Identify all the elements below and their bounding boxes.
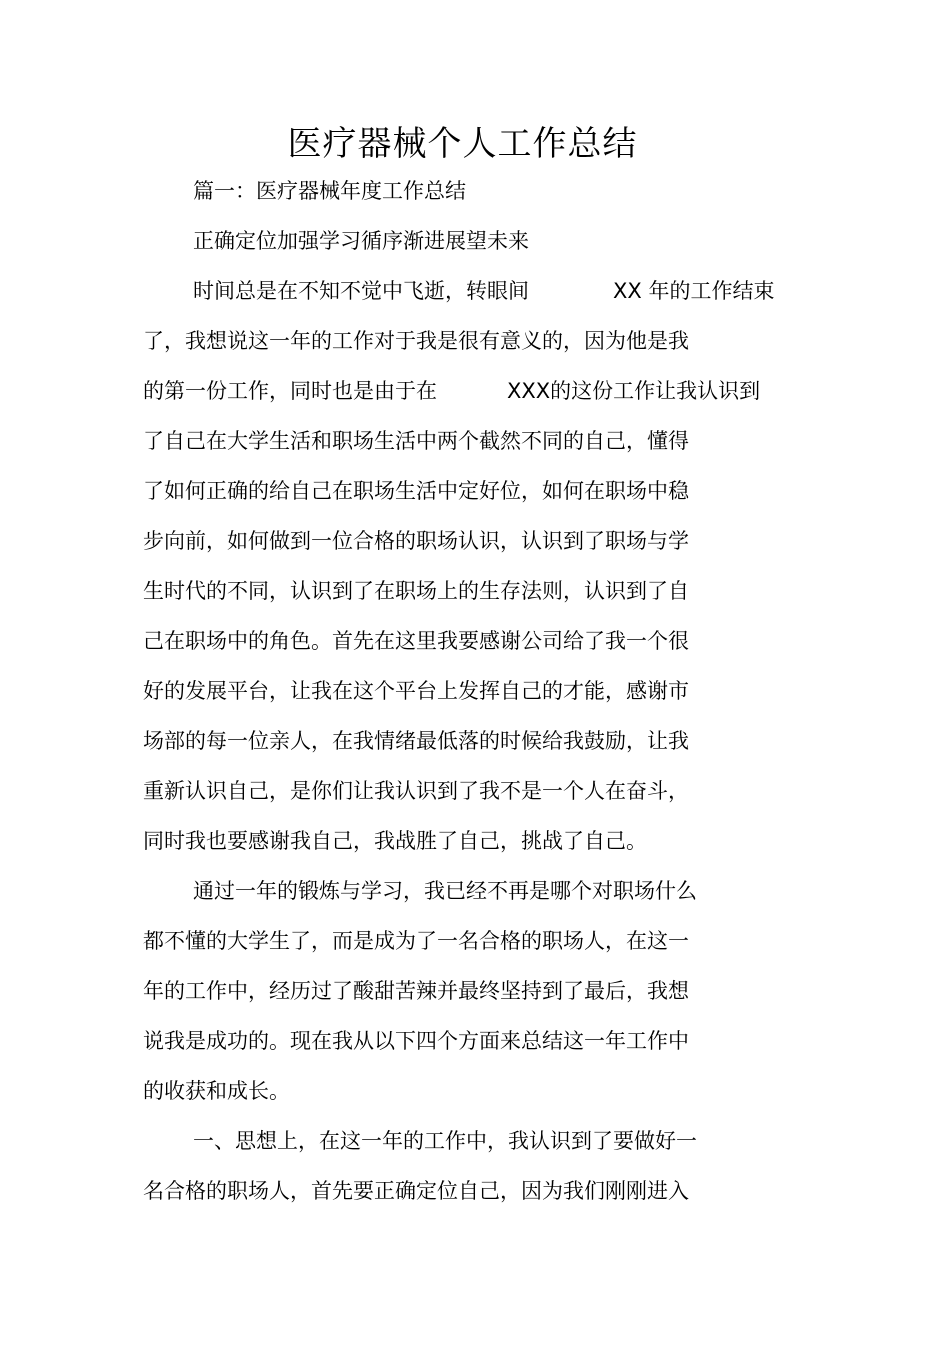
paragraph-line: 的收获和成长。: [143, 1079, 290, 1103]
paragraph-line: 了，我想说这一年的工作对于我是很有意义的，因为他是我: [143, 329, 689, 353]
text-run: 时间总是在不知不觉中飞逝，转眼间: [193, 279, 529, 303]
paragraph-line: 生时代的不同，认识到了在职场上的生存法则，认识到了自: [143, 579, 689, 603]
paragraph-line: 好的发展平台，让我在这个平台上发挥自己的才能，感谢市: [143, 679, 689, 703]
paragraph-line: 说我是成功的。现在我从以下四个方面来总结这一年工作中: [143, 1029, 689, 1053]
text-run: 的第一份工作，同时也是由于在: [143, 379, 437, 403]
text-run: XXX的这份工作让我认识到: [507, 379, 761, 403]
paragraph-line: 都不懂的大学生了，而是成为了一名合格的职场人，在这一: [143, 929, 689, 953]
paragraph-line: 己在职场中的角色。首先在这里我要感谢公司给了我一个很: [143, 629, 689, 653]
paragraph-line: 同时我也要感谢我自己，我战胜了自己，挑战了自己。: [143, 829, 647, 853]
paragraph-line: 场部的每一位亲人，在我情绪最低落的时候给我鼓励，让我: [143, 729, 689, 753]
paragraph-line: 了如何正确的给自己在职场生活中定好位，如何在职场中稳: [143, 479, 689, 503]
paragraph-line: 一、思想上，在这一年的工作中，我认识到了要做好一: [193, 1129, 697, 1153]
paragraph-line: [143, 376, 760, 406]
tagline: 正确定位加强学习循序渐进展望未来: [193, 229, 529, 253]
paragraph-line: 步向前，如何做到一位合格的职场认识，认识到了职场与学: [143, 529, 689, 553]
subheading: 篇一：医疗器械年度工作总结: [193, 179, 466, 203]
paragraph-line: 年的工作中，经历过了酸甜苦辣并最终坚持到了最后，我想: [143, 979, 689, 1003]
paragraph-line: 了自己在大学生活和职场生活中两个截然不同的自己，懂得: [143, 429, 689, 453]
paragraph-line: [193, 276, 774, 306]
paragraph-line: 重新认识自己，是你们让我认识到了我不是一个人在奋斗，: [143, 779, 689, 803]
paragraph-line: 通过一年的锻炼与学习，我已经不再是哪个对职场什么: [193, 879, 697, 903]
text-run: XX 年的工作结束: [613, 279, 775, 303]
document-title: 医疗器械个人工作总结: [287, 124, 638, 164]
paragraph-line: 名合格的职场人，首先要正确定位自己，因为我们刚刚进入: [143, 1179, 689, 1203]
